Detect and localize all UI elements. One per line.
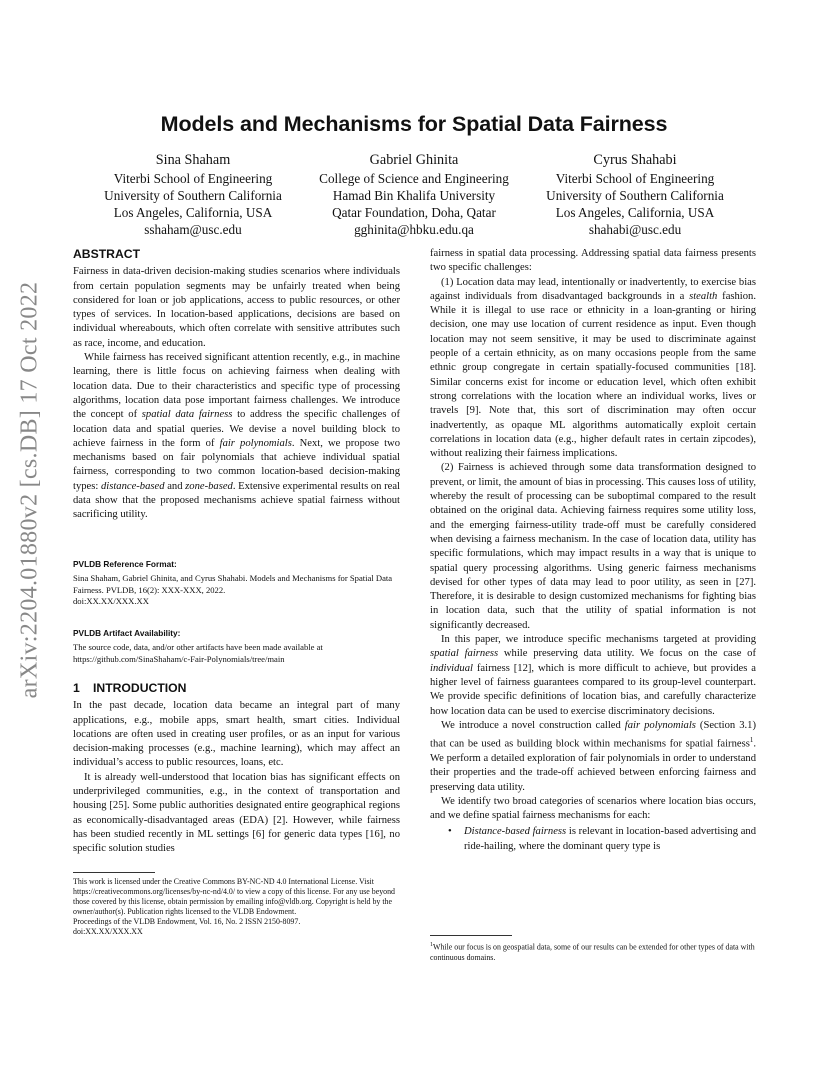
author-institution: University of Southern California xyxy=(546,188,724,203)
reference-format-heading: PVLDB Reference Format: xyxy=(73,559,177,569)
introduction-section xyxy=(73,681,400,857)
intro-paragraph-2: It is already well-understood that location bias has significant effects on underprivileged communities, e.g., in the context of transportation and housing [25]. Some public authorities designated entire geographical regions as economically-disadvantaged areas (EDA) [2]. However, while fairness has been studied recently in ML settings [6] for generic data types [16], no specific solution studies xyxy=(73,771,400,855)
reference-doi: doi:XX.XX/XXX.XX xyxy=(73,596,149,607)
abstract-heading: ABSTRACT xyxy=(73,247,141,261)
footnote-rule xyxy=(430,935,512,936)
abstract-paragraph-1: Fairness in data-driven decision-making studies scenarios where individuals from certain population segments may be unfairly treated when being considered for loan or job applications, access to public resources, or other types of services. In location-based applications, decisions are based on individual whereabouts, which often correlate with sensitive attributes such as race, income, and education. xyxy=(73,266,400,349)
abstract-paragraph-2: While fairness has received significant attention recently, e.g., in machine learning, there is little focus on achieving fairness when dealing with location data. Due to their characteristics and specific type of processing algorithms, location data pose important fairness challenges. We introduce the concept of spatial data fairness to address the specific challenges of location data and spatial queries. We devise a novel building block to achieve fairness in the form of fair polynomials. Next, we propose two mechanisms based on fair polynomials that achieve individual spatial fairness, corresponding to two common location-based decision-making types: distance-based and zone-based. Extensive experimental results on real data show that the proposed mechanisms achieve spatial fairness without sacrificing utility. xyxy=(73,352,401,521)
footnote-marker: 1 xyxy=(749,736,754,745)
right-column-body xyxy=(430,247,756,854)
challenge-1: (1) Location data may lead, intentionally or inadvertently, to exercise bias against individuals from disadvantaged backgrounds in a stealth fashion. While it is illegal to use race or ethnicity in a loan-granting or hiring decision, one may use location of current residence as input. Even though location may not seem sensitive, it may be used to discriminate against people of a certain ethnicity, as on many occasions people from the same ethnic group congregate in certain spatially-focused communities [18]. Similar concerns exist for income or education level, which often exhibit strong correlations with the location where an individual works, lives or travels [9]. Note that, this sort of discrimination may often occur inadvertently, as opaque ML algorithms automatically exploit certain correlations in location data (e.g., higher default rates in certain zipcodes), without realizing their fairness implications. xyxy=(430,276,756,460)
author-email: gghinita@hbku.edu.qa xyxy=(354,222,474,237)
author-block-3 xyxy=(500,152,770,238)
intro-paragraph-1: In the past decade, location data became an integral part of many applications, e.g., mobile apps, smart health, smart cities. Individual locations are often used in creating user profiles, or as an input for various decision-making processes (e.g., machine learning), which may affect an individual’s access to public resources, loans, etc. xyxy=(73,700,400,769)
artifact-heading: PVLDB Artifact Availability: xyxy=(73,628,181,638)
challenge-2: (2) Fairness is achieved through some data transformation designed to prevent, or limit, the amount of bias in processing. This causes loss of utility, whereby the result of processing can be suboptimal compared to the result obtained on the original data. Achieving fairness requires some utility loss, and the emerging fairness-utility trade-off must be carefully considered when devising a fairness mechanism. In the case of location data, utility has specific formulations, which may impact results in a way that is unique to spatial query processing algorithms. Using generic fairness mechanisms devised for other types of data may lead to poor utility, as seen in [27]. Therefore, it is desirable to design customized mechanisms for fighting bias in location data, such that the utility of spatial information is not significantly decreased. xyxy=(430,462,757,631)
author-email: shahabi@usc.edu xyxy=(588,222,682,237)
introduction-heading: 1 INTRODUCTION xyxy=(73,681,187,695)
license-doi: doi:XX.XX/XXX.XX xyxy=(73,927,143,936)
artifact-availability xyxy=(73,626,400,665)
author-location: Qatar Foundation, Doha, Qatar xyxy=(332,205,496,220)
arxiv-watermark xyxy=(8,281,52,699)
author-name: Sina Shaham xyxy=(155,152,231,168)
footnote-section xyxy=(430,935,756,963)
challenges-intro: fairness in spatial data processing. Addressing spatial data fairness presents two specific challenges: xyxy=(430,248,756,274)
author-affiliation: College of Science and Engineering xyxy=(319,171,509,186)
footnote-1: $^1$While our focus is on geospatial data, some of our results can be extended for other types of data with continuous domains. xyxy=(430,942,755,962)
bullet-dot: • xyxy=(448,826,452,838)
license-text: This work is licensed under the Creative Commons BY-NC-ND 4.0 International License. Visit https://creativecommons.org/licenses/by-nc-nd/4.0/ to view a copy of this license. For any use beyond those covered by this license, obtain permission by emailing info@vldb.org. Copyright is held by the owner/author(s). Publication rights licensed to the VLDB Endowment. xyxy=(73,877,395,916)
author-affiliation: Viterbi School of Engineering xyxy=(113,171,273,186)
author-name: Cyrus Shahabi xyxy=(593,152,677,168)
footnote-rule xyxy=(73,872,155,873)
author-institution: University of Southern California xyxy=(104,188,282,203)
artifact-text: The source code, data, and/or other artifacts have been made available at https://github.com/SinaShaham/c-Fair-Polynomials/tree/main xyxy=(73,642,323,664)
contribution-paragraph: In this paper, we introduce specific mechanisms targeted at providing spatial fairness while preserving data utility. We focus on the case of individual fairness [12], which is more difficult to achieve, but provides a higher level of fairness guarantees compared to its group-level counterpart. We provide specific definitions of location bias, and carefully characterize how location data can be used to exercise discriminatory decisions. xyxy=(430,634,756,717)
author-location: Los Angeles, California, USA xyxy=(555,205,715,220)
reference-format-text: Sina Shaham, Gabriel Ghinita, and Cyrus Shahabi. Models and Mechanisms for Spatial Data Fairness. PVLDB, 16(2): XXX-XXX, 2022. xyxy=(73,573,393,595)
author-location: Los Angeles, California, USA xyxy=(113,205,273,220)
author-affiliation: Viterbi School of Engineering xyxy=(555,171,715,186)
author-name: Gabriel Ghinita xyxy=(369,152,459,168)
license-notice xyxy=(73,872,400,937)
reference-format xyxy=(73,557,400,608)
paper-title: Models and Mechanisms for Spatial Data Fairness xyxy=(160,112,668,136)
author-institution: Hamad Bin Khalifa University xyxy=(332,188,496,203)
arxiv-identifier: arXiv:2204.01880v2 [cs.DB] 17 Oct 2022 xyxy=(16,281,43,699)
bullet-distance-based: • Distance-based fairness is relevant in location-based advertising and ride-hailing, where the dominant query type is xyxy=(448,826,756,852)
author-email: sshaham@usc.edu xyxy=(144,222,242,237)
proceedings-text: Proceedings of the VLDB Endowment, Vol. 16, No. 2 ISSN 2150-8097. xyxy=(73,917,301,926)
categories-paragraph: We identify two broad categories of scenarios where location bias occurs, and we define spatial fairness mechanisms for each: xyxy=(430,795,756,822)
fair-polynomials-paragraph: We introduce a novel construction called fair polynomials (Section 3.1) that can be used as building block within mechanisms for spatial fairness$^1$. We perform a detailed exploration of fair polynomials in order to understand their properties and the trade-off achieved between enforcing fairness and preserving data utility. xyxy=(430,719,756,793)
abstract-section xyxy=(73,247,400,523)
